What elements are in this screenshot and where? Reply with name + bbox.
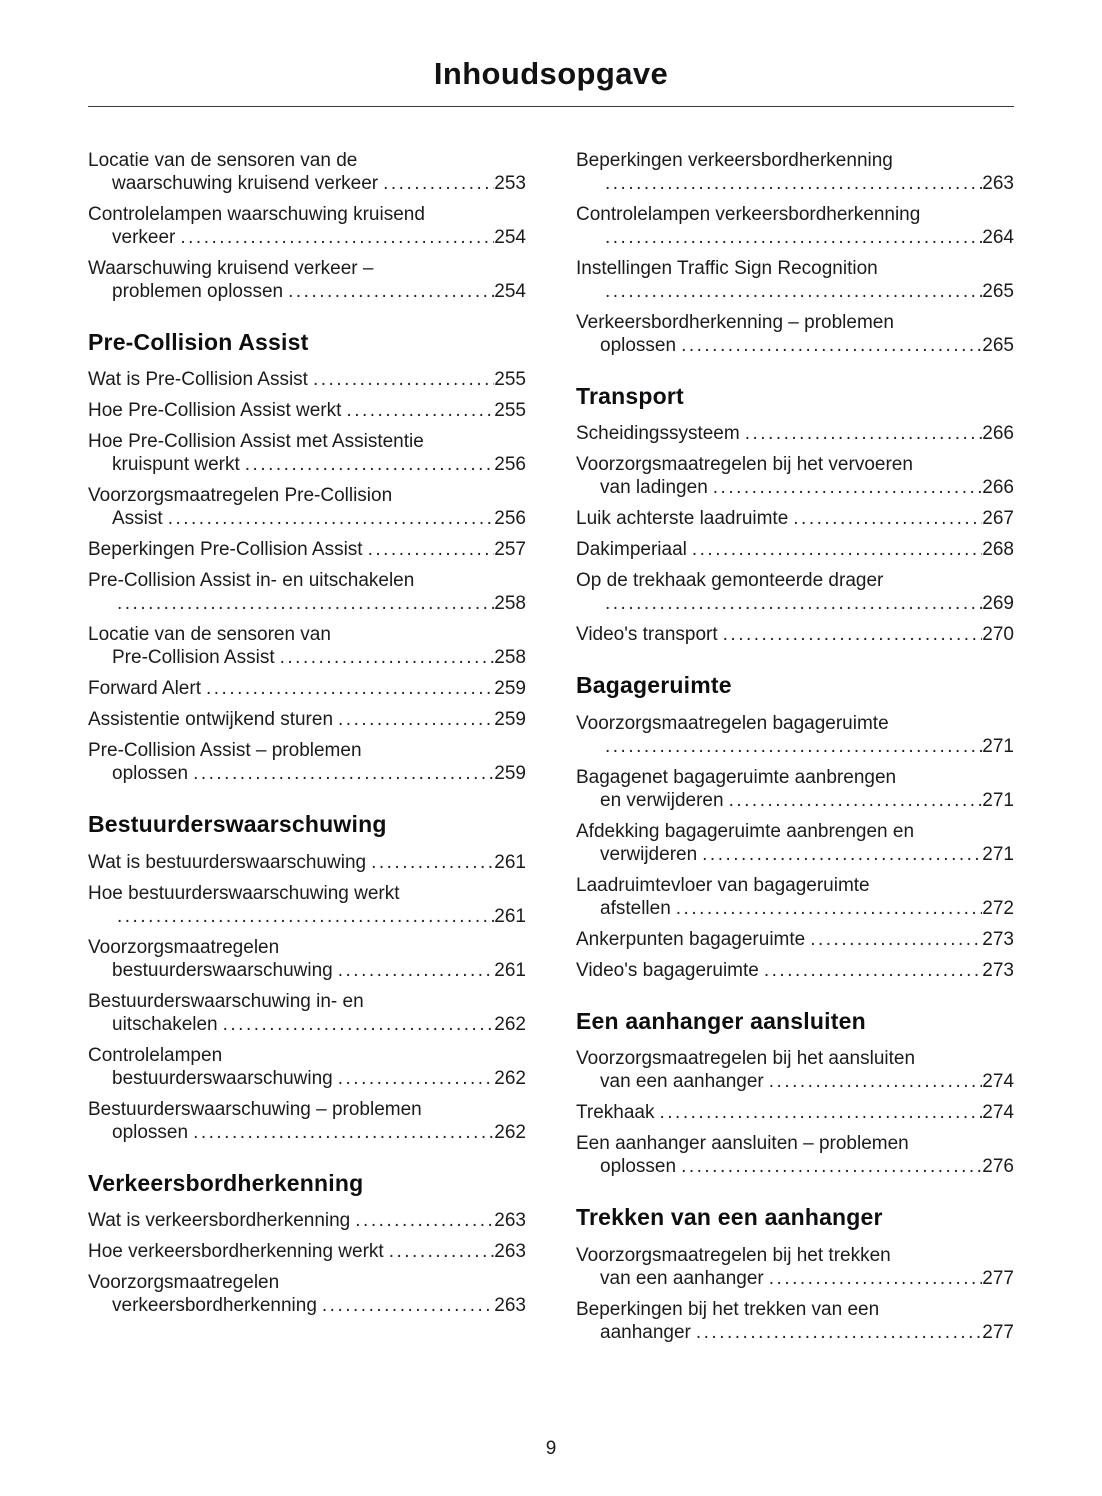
- entry-page-number: 261: [494, 851, 526, 873]
- entry-text: problemen oplossen: [112, 281, 284, 302]
- dot-leader: [338, 1067, 495, 1090]
- toc-column-2: [576, 149, 1014, 1352]
- toc-entry-line: [88, 677, 526, 700]
- entry-page-number: 263: [494, 1295, 526, 1317]
- entry-page-number: 262: [494, 1013, 526, 1035]
- entry-page-number: 271: [982, 843, 1014, 865]
- dot-leader: [180, 226, 494, 249]
- toc-entry: [88, 990, 526, 1036]
- section-heading: Bestuurderswaarschuwing: [88, 811, 387, 838]
- dot-leader: [681, 1155, 982, 1178]
- toc-entry-line: [88, 1013, 526, 1036]
- toc-entry-line: Verkeersbordherkenning – problemen: [576, 312, 894, 333]
- entry-page-number: 271: [982, 789, 1014, 811]
- dot-leader: [368, 538, 495, 561]
- entry-page-number: 263: [982, 173, 1014, 194]
- entry-text: van een aanhanger: [600, 1071, 764, 1093]
- toc-entry-line: [88, 959, 526, 982]
- entry-page-number: 254: [494, 227, 526, 248]
- toc-entry-line: [576, 623, 1014, 646]
- entry-text: verkeersbordherkenning: [112, 1295, 317, 1317]
- entry-text: en verwijderen: [600, 789, 724, 811]
- entry-page-number: 258: [494, 647, 526, 669]
- entry-text: Forward Alert: [88, 678, 201, 700]
- toc-entry-line: [576, 172, 1014, 195]
- toc-entry: [576, 1132, 1014, 1178]
- dot-leader: [605, 226, 982, 249]
- dot-leader: [355, 1209, 494, 1232]
- toc-entry: [576, 928, 1014, 951]
- entry-text: Hoe verkeersbordherkenning werkt: [88, 1241, 384, 1263]
- toc-entry-line: [576, 735, 1014, 758]
- toc-entry-line: Hoe bestuurderswaarschuwing werkt: [88, 882, 400, 904]
- entry-text: Wat is verkeersbordherkenning: [88, 1210, 351, 1232]
- entry-page-number: 255: [494, 369, 526, 391]
- toc-entry: [576, 422, 1014, 445]
- entry-page-number: 262: [494, 1067, 526, 1089]
- toc-entry: [576, 311, 1014, 357]
- entry-page-number: 273: [982, 928, 1014, 950]
- toc-entry-line: Voorzorgsmaatregelen bij het vervoeren: [576, 454, 913, 476]
- toc-entry: [88, 882, 526, 928]
- dot-leader: [338, 708, 494, 731]
- entry-page-number: 276: [982, 1156, 1014, 1178]
- toc-entry: [576, 453, 1014, 499]
- entry-page-number: 257: [494, 539, 526, 561]
- dot-leader: [769, 1070, 983, 1093]
- toc-entry-line: Bagagenet bagageruimte aanbrengen: [576, 766, 897, 788]
- dot-leader: [288, 280, 494, 303]
- entry-page-number: 256: [494, 508, 526, 530]
- toc-entry: [576, 1244, 1014, 1290]
- entry-text: oplossen: [600, 1156, 677, 1178]
- dot-leader: [764, 959, 982, 982]
- toc-entry-line: [88, 592, 526, 615]
- dot-leader: [389, 1240, 495, 1263]
- toc-entry-line: [88, 1294, 526, 1317]
- dot-leader: [383, 172, 494, 195]
- toc-entry: [576, 257, 1014, 303]
- toc-entry: [88, 1271, 526, 1317]
- toc-entry-line: Locatie van de sensoren van: [88, 624, 331, 646]
- dot-leader: [745, 422, 983, 445]
- toc-entry-line: [88, 226, 526, 249]
- toc-entry: [576, 149, 1014, 195]
- dot-leader: [193, 762, 494, 785]
- toc-entry-line: Waarschuwing kruisend verkeer –: [88, 258, 374, 279]
- dot-leader: [810, 928, 982, 951]
- toc-entry-line: [576, 789, 1014, 812]
- entry-page-number: 274: [982, 1071, 1014, 1093]
- entry-page-number: 267: [982, 508, 1014, 530]
- toc-entry: [576, 766, 1014, 812]
- dot-leader: [793, 507, 982, 530]
- toc-entry: [576, 623, 1014, 646]
- toc-entry-line: [576, 1321, 1014, 1344]
- toc-entry-line: Bestuurderswaarschuwing in- en: [88, 990, 364, 1012]
- entry-text: verkeer: [112, 227, 176, 248]
- dot-leader: [769, 1267, 983, 1290]
- dot-leader: [723, 623, 983, 646]
- entry-text: bestuurderswaarschuwing: [112, 959, 333, 981]
- section-heading: Verkeersbordherkenning: [88, 1169, 364, 1196]
- toc-entry-line: [576, 476, 1014, 499]
- toc-entry-line: Voorzorgsmaatregelen Pre-Collision: [88, 485, 393, 507]
- dot-leader: [117, 592, 494, 615]
- toc-entry-line: [88, 905, 526, 928]
- entry-text: Pre-Collision Assist: [112, 647, 275, 669]
- section-heading: Trekken van een aanhanger: [576, 1204, 883, 1231]
- toc-entry: [88, 739, 526, 785]
- dot-leader: [280, 646, 495, 669]
- toc-entry-line: Voorzorgsmaatregelen: [88, 936, 280, 958]
- toc-entry-line: Controlelampen: [88, 1044, 223, 1066]
- entry-page-number: 268: [982, 539, 1014, 561]
- toc-entry-line: [88, 1121, 526, 1144]
- dot-leader: [702, 843, 982, 866]
- toc-entry: [88, 430, 526, 476]
- dot-leader: [729, 789, 983, 812]
- dot-leader: [605, 280, 982, 303]
- dot-leader: [605, 735, 982, 758]
- toc-entry-line: Controlelampen verkeersbordherkenning: [576, 204, 921, 225]
- entry-page-number: 265: [982, 281, 1014, 302]
- entry-text: Wat is bestuurderswaarschuwing: [88, 851, 367, 873]
- entry-text: van ladingen: [600, 477, 708, 499]
- entry-text: Trekhaak: [576, 1102, 655, 1124]
- toc-entry-line: [88, 762, 526, 785]
- entry-text: Wat is Pre-Collision Assist: [88, 369, 308, 391]
- entry-text: Scheidingssysteem: [576, 423, 740, 445]
- entry-page-number: 266: [982, 477, 1014, 499]
- toc-entry: [88, 203, 526, 249]
- entry-page-number: 272: [982, 897, 1014, 919]
- dot-leader: [692, 538, 982, 561]
- dot-leader: [605, 172, 982, 195]
- entry-text: oplossen: [112, 1121, 189, 1143]
- toc-entry: [88, 1044, 526, 1090]
- entry-text: afstellen: [600, 897, 671, 919]
- dot-leader: [676, 897, 983, 920]
- section-heading: Een aanhanger aansluiten: [576, 1007, 866, 1034]
- toc-entry-line: [576, 897, 1014, 920]
- toc-entry-line: [88, 172, 526, 195]
- dot-leader: [322, 1294, 494, 1317]
- entry-text: Video's transport: [576, 624, 718, 646]
- toc-entry-line: [576, 422, 1014, 445]
- toc-entry-line: Controlelampen waarschuwing kruisend: [88, 204, 425, 225]
- toc-entry-line: Voorzorgsmaatregelen bij het trekken: [576, 1244, 891, 1266]
- dot-leader: [660, 1101, 983, 1124]
- entry-page-number: 261: [494, 959, 526, 981]
- toc-entry-line: Een aanhanger aansluiten – problemen: [576, 1133, 909, 1155]
- entry-text: uitschakelen: [112, 1013, 218, 1035]
- toc-entry: [576, 820, 1014, 866]
- entry-text: bestuurderswaarschuwing: [112, 1067, 333, 1089]
- toc-entry-line: Hoe Pre-Collision Assist met Assistentie: [88, 431, 424, 453]
- entry-page-number: 270: [982, 624, 1014, 646]
- toc-entry: [576, 1298, 1014, 1344]
- toc-entry-line: [576, 592, 1014, 615]
- title-rule: [88, 106, 1014, 107]
- toc-entry-line: [88, 538, 526, 561]
- entry-text: Ankerpunten bagageruimte: [576, 928, 806, 950]
- toc-entry: [576, 507, 1014, 530]
- dot-leader: [193, 1121, 494, 1144]
- toc-entry-line: [576, 538, 1014, 561]
- entry-text: Hoe Pre-Collision Assist werkt: [88, 400, 342, 422]
- toc-entry-line: [88, 646, 526, 669]
- entry-page-number: 266: [982, 423, 1014, 445]
- toc-entry: [88, 1209, 526, 1232]
- entry-page-number: 255: [494, 400, 526, 422]
- toc-entry-line: Locatie van de sensoren van de: [88, 150, 358, 171]
- entry-page-number: 258: [494, 593, 526, 615]
- entry-page-number: 264: [982, 227, 1014, 248]
- entry-page-number: 277: [982, 1267, 1014, 1289]
- toc-entry: [88, 936, 526, 982]
- toc-entry: [88, 538, 526, 561]
- dot-leader: [313, 368, 494, 391]
- section-heading: Transport: [576, 383, 684, 409]
- entry-page-number: 262: [494, 1121, 526, 1143]
- toc-entry-line: Beperkingen bij het trekken van een: [576, 1298, 880, 1320]
- toc-entry: [576, 1047, 1014, 1093]
- toc-entry-line: Bestuurderswaarschuwing – problemen: [88, 1098, 422, 1120]
- dot-leader: [605, 592, 982, 615]
- toc-entry-line: Op de trekhaak gemonteerde drager: [576, 570, 884, 592]
- toc-entry-line: [88, 399, 526, 422]
- entry-page-number: 259: [494, 678, 526, 700]
- toc-entry-line: [576, 1101, 1014, 1124]
- toc-entry-line: Voorzorgsmaatregelen bij het aansluiten: [576, 1048, 916, 1070]
- toc-column-1: [88, 149, 526, 1352]
- toc-entry-line: Beperkingen verkeersbordherkenning: [576, 150, 893, 171]
- entry-text: oplossen: [112, 763, 189, 785]
- entry-page-number: 274: [982, 1102, 1014, 1124]
- toc-entry-line: [88, 507, 526, 530]
- dot-leader: [338, 959, 495, 982]
- entry-page-number: 277: [982, 1321, 1014, 1343]
- toc-entry: [576, 874, 1014, 920]
- toc-entry-line: [576, 928, 1014, 951]
- entry-text: Assistentie ontwijkend sturen: [88, 709, 334, 731]
- toc-entry: [88, 708, 526, 731]
- entry-text: oplossen: [600, 335, 677, 356]
- toc-entry-line: Pre-Collision Assist – problemen: [88, 740, 362, 762]
- toc-entry-line: [88, 1067, 526, 1090]
- toc-entry: [88, 851, 526, 874]
- dot-leader: [168, 507, 495, 530]
- entry-page-number: 263: [494, 1241, 526, 1263]
- toc-entry-line: Instellingen Traffic Sign Recognition: [576, 258, 878, 279]
- section-heading: Pre-Collision Assist: [88, 329, 309, 355]
- toc-entry-line: [576, 959, 1014, 982]
- toc-entry-line: [576, 1155, 1014, 1178]
- dot-leader: [371, 851, 494, 874]
- dot-leader: [681, 334, 982, 357]
- dot-leader: [206, 677, 494, 700]
- toc-entry: [88, 368, 526, 391]
- toc-entry-line: [88, 1209, 526, 1232]
- entry-text: Dakimperiaal: [576, 539, 687, 561]
- page-number: 9: [545, 1438, 557, 1459]
- toc-columns: [88, 149, 1014, 1352]
- entry-text: aanhanger: [600, 1321, 691, 1343]
- entry-text: waarschuwing kruisend verkeer: [112, 173, 379, 194]
- toc-entry-line: [576, 280, 1014, 303]
- entry-text: Video's bagageruimte: [576, 959, 759, 981]
- entry-page-number: 269: [982, 593, 1014, 615]
- toc-entry: [576, 538, 1014, 561]
- dot-leader: [245, 453, 495, 476]
- toc-entry-line: [576, 334, 1014, 357]
- toc-entry: [576, 569, 1014, 615]
- toc-entry: [576, 959, 1014, 982]
- toc-entry-line: [576, 843, 1014, 866]
- entry-page-number: 271: [982, 735, 1014, 757]
- toc-entry-line: [576, 507, 1014, 530]
- entry-page-number: 256: [494, 454, 526, 476]
- entry-text: van een aanhanger: [600, 1267, 764, 1289]
- toc-entry: [88, 149, 526, 195]
- toc-entry: [88, 1098, 526, 1144]
- toc-entry-line: [88, 851, 526, 874]
- page-footer: [0, 1438, 1102, 1460]
- toc-entry: [88, 257, 526, 303]
- toc-entry-line: [88, 368, 526, 391]
- dot-leader: [223, 1013, 495, 1036]
- toc-entry-line: Pre-Collision Assist in- en uitschakelen: [88, 570, 415, 592]
- dot-leader: [713, 476, 983, 499]
- entry-page-number: 254: [494, 281, 526, 302]
- entry-text: verwijderen: [600, 843, 698, 865]
- toc-entry-line: Voorzorgsmaatregelen: [88, 1272, 280, 1294]
- entry-page-number: 273: [982, 959, 1014, 981]
- toc-entry: [88, 1240, 526, 1263]
- toc-entry-line: [576, 1070, 1014, 1093]
- entry-text: Luik achterste laadruimte: [576, 508, 789, 530]
- dot-leader: [117, 905, 494, 928]
- toc-entry-line: Afdekking bagageruimte aanbrengen en: [576, 820, 915, 842]
- entry-text: Beperkingen Pre-Collision Assist: [88, 539, 363, 561]
- entry-page-number: 265: [982, 335, 1014, 356]
- toc-entry-line: [88, 280, 526, 303]
- page-title: Inhoudsopgave: [433, 56, 669, 91]
- toc-entry: [576, 712, 1014, 758]
- toc-entry-line: [576, 1267, 1014, 1290]
- toc-entry-line: [88, 453, 526, 476]
- entry-text: Assist: [112, 508, 163, 530]
- page-header: [88, 56, 1014, 107]
- toc-entry: [576, 203, 1014, 249]
- dot-leader: [696, 1321, 982, 1344]
- toc-entry: [88, 569, 526, 615]
- toc-entry: [88, 399, 526, 422]
- entry-page-number: 259: [494, 709, 526, 731]
- entry-page-number: 259: [494, 763, 526, 785]
- entry-page-number: 261: [494, 905, 526, 927]
- toc-entry: [576, 1101, 1014, 1124]
- entry-page-number: 263: [494, 1210, 526, 1232]
- toc-entry-line: [576, 226, 1014, 249]
- toc-entry-line: Laadruimtevloer van bagageruimte: [576, 874, 870, 896]
- toc-entry: [88, 623, 526, 669]
- toc-entry-line: [88, 1240, 526, 1263]
- entry-text: kruispunt werkt: [112, 454, 240, 476]
- dot-leader: [346, 399, 494, 422]
- toc-entry: [88, 484, 526, 530]
- toc-entry: [88, 677, 526, 700]
- section-heading: Bagageruimte: [576, 672, 732, 699]
- toc-entry-line: [88, 708, 526, 731]
- toc-entry-line: Voorzorgsmaatregelen bagageruimte: [576, 712, 889, 734]
- entry-page-number: 253: [494, 173, 526, 194]
